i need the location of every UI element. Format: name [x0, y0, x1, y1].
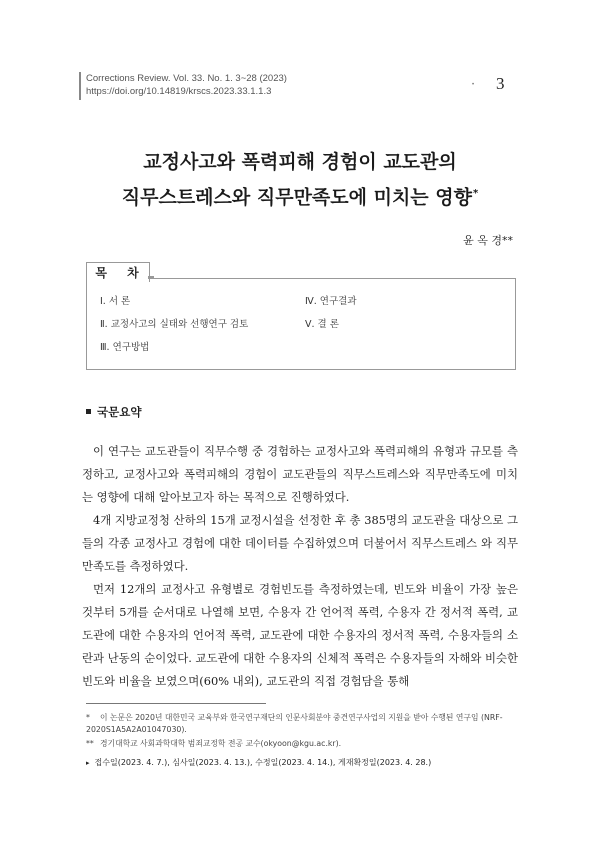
toc-tab-connector [148, 276, 154, 279]
footnote-1-mark: * [86, 713, 90, 722]
toc-label: 목 차 [86, 262, 150, 282]
received-dates [86, 757, 431, 768]
abstract-paragraph: 이 연구는 교도관들이 직무수행 중 경험하는 교정사고와 폭력피해의 유형과 규모를 측정하고, 교정사고와 폭력피해의 경험이 교도관들의 직무스트레스와 직무만족도에 미치는 영향에 대해 알아보고자 하는 목적으로 진행하였다. [82, 444, 518, 504]
title-line-1: 교정사고와 폭력피해 경험이 교도관의 [143, 151, 457, 173]
journal-citation: Corrections Review. Vol. 33. No. 1. 3~28 (2023) [86, 73, 287, 84]
toc-item-1[interactable]: Ⅰ. 서 론 [100, 296, 131, 307]
toc-item-2[interactable]: Ⅱ. 교정사고의 실태와 선행연구 검토 [100, 319, 249, 330]
title-line-2: 직무스트레스와 직무만족도에 미치는 영향 [121, 186, 472, 209]
footnote-2 [86, 738, 518, 750]
footnote-1 [86, 712, 518, 736]
abstract-paragraph: 4개 지방교정청 산하의 15개 교정시설을 선정한 후 총 385명의 교도관을 대상으로 그들의 각종 교정사고 경험에 대한 데이터를 수집하였으며 더불어서 직무스트레스 와 직무만족도를 측정하였다. [82, 513, 518, 573]
triangle-bullet-icon: ▸ [86, 759, 90, 767]
title-footnote-marker: * [472, 188, 479, 199]
toc-item-4[interactable]: Ⅳ. 연구결과 [305, 296, 357, 307]
abstract-paragraph: 먼저 12개의 교정사고 유형별로 경험빈도를 측정하였는데, 빈도와 비율이 가장 높은 것부터 5개를 순서대로 나열해 보면, 수용자 간 언어적 폭력, 수용자 간 정서적 폭력, 교도관에 대한 수용자의 언어적 폭력, 교도관에 대한 수용자의 정서적 폭력, 수용자들의 소란과 난동의 순이었다. 교도관에 대한 수용자의 신체적 폭력은 수용자들의 자해와 비슷한 빈도와 비율을 보였으며(60% 내외), 교도관의 직접 경험담을 통해 [82, 582, 518, 688]
footnote-2-text: 경기대학교 사회과학대학 범죄교정학 전공 교수(okyoon@kgu.ac.kr). [100, 739, 342, 748]
footnote-1-text: 이 논문은 2020년 대한민국 교육부와 한국연구재단의 인문사회분야 중견연구사업의 지원을 받아 수행된 연구임 (NRF-2020S1A5A2A01047030). [86, 713, 503, 734]
running-header [86, 72, 287, 98]
page-number: 3 [496, 74, 505, 93]
footnote-2-mark: ** [86, 739, 94, 748]
square-bullet-icon [86, 409, 91, 414]
abstract-body [82, 440, 518, 693]
abstract-heading-text: 국문요약 [97, 405, 142, 419]
abstract-heading [86, 404, 141, 420]
toc-item-5[interactable]: Ⅴ. 결 론 [305, 319, 339, 330]
footnote-divider [86, 703, 266, 704]
doi-link[interactable]: https://doi.org/10.14819/krscs.2023.33.1.1.3 [86, 86, 272, 97]
header-rule [79, 72, 81, 100]
page-mark: • [472, 82, 475, 88]
received-dates-text: 접수일(2023. 4. 7.), 심사일(2023. 4. 13.), 수정일(2023. 4. 14.), 게재확정일(2023. 4. 28.) [94, 758, 432, 767]
paper-title [0, 146, 600, 213]
author-name: 윤 옥 경** [463, 234, 513, 247]
toc-item-3[interactable]: Ⅲ. 연구방법 [100, 342, 150, 353]
